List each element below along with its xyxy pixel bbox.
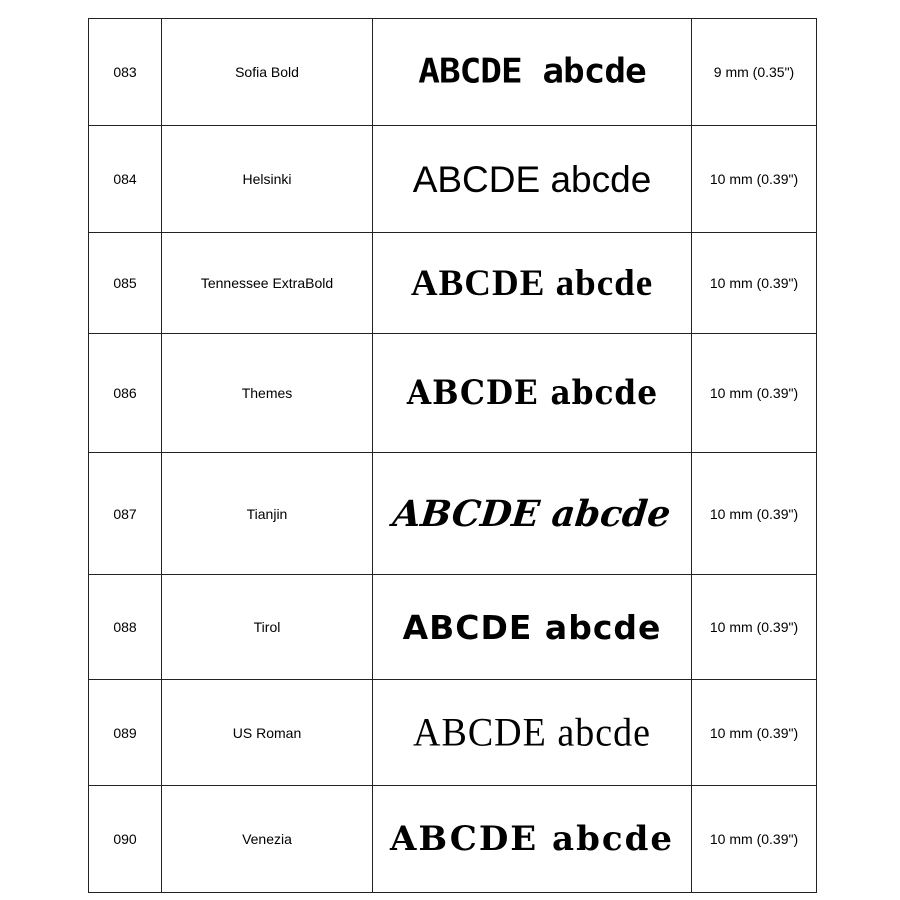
- font-name: Sofia Bold: [162, 19, 373, 126]
- font-sample-cell: [373, 126, 692, 233]
- font-code: 086: [89, 334, 162, 453]
- font-size: 10 mm (0.39"): [692, 334, 817, 453]
- font-name: US Roman: [162, 680, 373, 786]
- font-size: 10 mm (0.39"): [692, 680, 817, 786]
- font-sample: ABCDE abcde: [391, 492, 673, 535]
- table-row: [89, 126, 817, 233]
- font-name: Themes: [162, 334, 373, 453]
- font-code: 087: [89, 453, 162, 575]
- font-code: 089: [89, 680, 162, 786]
- font-name: Tennessee ExtraBold: [162, 233, 373, 334]
- font-sample: ABCDE abcde: [412, 158, 652, 200]
- font-size: 9 mm (0.35"): [692, 19, 817, 126]
- font-name: Helsinki: [162, 126, 373, 233]
- font-sample-cell: [373, 680, 692, 786]
- font-sample: ABCDE abcde: [390, 819, 674, 859]
- font-name: Tianjin: [162, 453, 373, 575]
- font-size: 10 mm (0.39"): [692, 126, 817, 233]
- font-sample: ABCDE abcde: [410, 262, 654, 304]
- font-code: 085: [89, 233, 162, 334]
- font-code: 090: [89, 786, 162, 893]
- table-row: [89, 786, 817, 893]
- font-sample: ABCDE abcde: [413, 710, 651, 755]
- table-row: [89, 334, 817, 453]
- font-size: 10 mm (0.39"): [692, 233, 817, 334]
- font-sample-cell: [373, 575, 692, 680]
- font-code: 088: [89, 575, 162, 680]
- font-code: 084: [89, 126, 162, 233]
- font-sample-cell: [373, 19, 692, 126]
- font-sample-table: [88, 18, 817, 893]
- font-size: 10 mm (0.39"): [692, 786, 817, 893]
- table-row: [89, 575, 817, 680]
- font-sample: ABCDE abcde: [402, 607, 662, 647]
- font-size: 10 mm (0.39"): [692, 575, 817, 680]
- table-row: [89, 453, 817, 575]
- font-sample-cell: [373, 453, 692, 575]
- font-name: Venezia: [162, 786, 373, 893]
- font-sample-cell: [373, 786, 692, 893]
- font-code: 083: [89, 19, 162, 126]
- font-name: Tirol: [162, 575, 373, 680]
- font-sample: ABCDE abcde: [406, 373, 658, 413]
- table-row: [89, 233, 817, 334]
- table-row: [89, 680, 817, 786]
- table-row: [89, 19, 817, 126]
- font-sample-cell: [373, 233, 692, 334]
- font-sample-cell: [373, 334, 692, 453]
- font-size: 10 mm (0.39"): [692, 453, 817, 575]
- font-sample: ABCDE abcde: [418, 52, 646, 91]
